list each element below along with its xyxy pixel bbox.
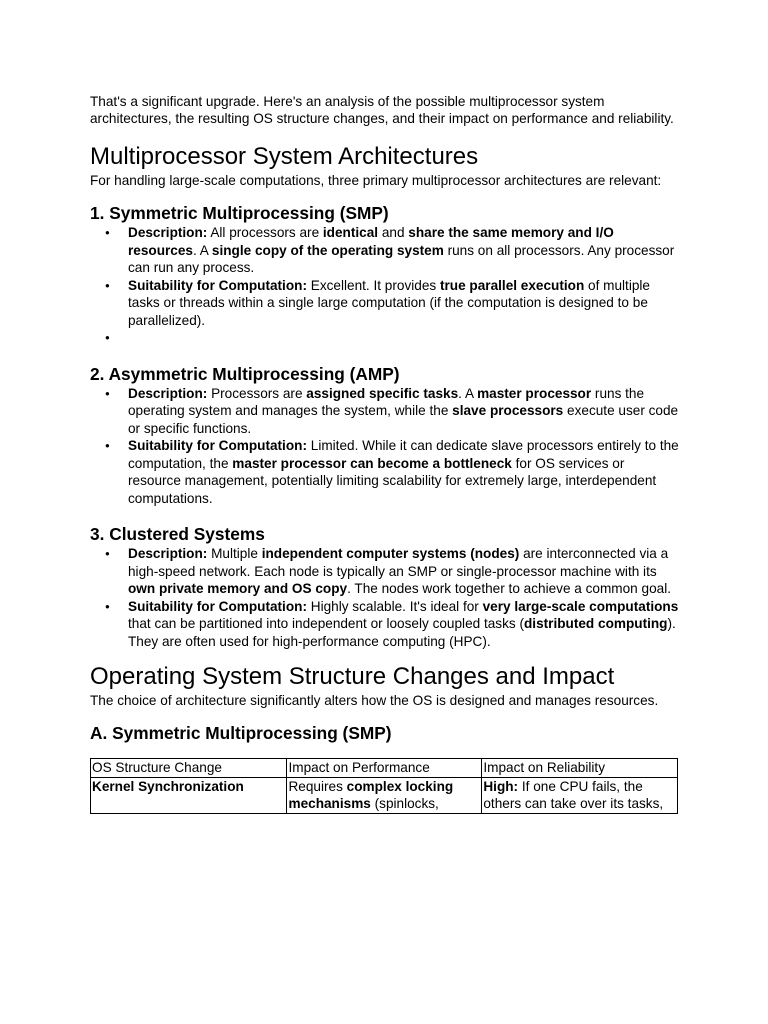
smp-bullet-list: [90, 224, 680, 347]
bold-text: master processor: [477, 385, 592, 401]
smp-impact-table: [90, 758, 678, 814]
clustered-bullet-list: [90, 545, 680, 650]
bold-text: very large-scale computations: [482, 598, 679, 614]
table-cell: [287, 777, 482, 813]
intro-paragraph: That's a significant upgrade. Here's an analysis of the possible multiprocessor system architectures, the resulting OS structure changes, and their impact on performance and reliability.: [90, 94, 674, 126]
table-header-cell: OS Structure Change: [91, 759, 287, 778]
bold-text: identical: [322, 225, 379, 240]
table-cell: [482, 777, 678, 813]
subheading-smp: 1. Symmetric Multiprocessing (SMP): [90, 203, 389, 223]
section-heading-architectures: Multiprocessor System Architectures: [90, 143, 479, 170]
subheading-clustered: 3. Clustered Systems: [90, 524, 265, 544]
text: are interconnected via a high-speed network. Each node is typically an SMP or single-processor machine with its: [128, 546, 669, 579]
empty-list-item: [90, 329, 680, 347]
bold-label: Suitability for Computation:: [128, 277, 307, 293]
bold-text: independent computer systems (nodes): [261, 546, 520, 561]
list-item: [90, 545, 680, 598]
bold-text: true parallel execution: [439, 277, 585, 293]
table-header-cell: Impact on Performance: [287, 759, 482, 778]
text: ). They are often used for high-performance computing (HPC).: [128, 616, 676, 649]
bold-text: single copy of the operating system: [211, 242, 444, 258]
text: Highly scalable. It's ideal for: [306, 598, 483, 614]
text: All processors are: [207, 225, 323, 240]
bold-text: High:: [483, 778, 519, 794]
list-item: [90, 224, 680, 277]
document-content: [90, 93, 680, 814]
text: and: [378, 225, 409, 240]
subheading-smp-impact: A. Symmetric Multiprocessing (SMP): [90, 723, 392, 743]
bold-text: complex locking mechanisms: [288, 778, 454, 811]
text: runs on all processors. Any processor can run any process.: [128, 242, 675, 275]
text: If one CPU fails, the others can take over its tasks,: [483, 778, 664, 811]
bold-text: Kernel Synchronization: [92, 778, 244, 794]
text: Excellent. It provides: [306, 277, 440, 293]
text: . A: [193, 242, 212, 258]
text: Multiple: [207, 546, 262, 561]
text: for OS services or resource management, potentially limiting scalability for extremely large, interdependent computations.: [128, 455, 657, 506]
bold-label: Description:: [128, 385, 208, 401]
bold-label: Suitability for Computation:: [128, 598, 307, 614]
os-structure-intro: The choice of architecture significantly alters how the OS is designed and manages resources.: [90, 693, 659, 708]
list-item: [90, 277, 680, 330]
table-cell: [91, 777, 287, 813]
table-header-cell: Impact on Reliability: [482, 759, 678, 778]
bold-text: master processor can become a bottleneck: [232, 455, 512, 471]
text: Processors are: [207, 385, 307, 401]
bold-text: share the same memory and I/O resources: [128, 225, 614, 258]
text: runs the operating system and manages the system, while the: [128, 385, 645, 418]
bold-text: distributed computing: [524, 616, 668, 631]
text: Requires: [288, 778, 347, 794]
bold-label: Description:: [128, 546, 208, 561]
text: . A: [458, 385, 478, 401]
architectures-intro: For handling large-scale computations, three primary multiprocessor architectures are relevant:: [90, 173, 662, 188]
list-item: [90, 598, 680, 651]
list-item: [90, 437, 680, 507]
text: that can be partitioned into independent or loosely coupled tasks (: [128, 616, 524, 631]
list-item: [90, 385, 680, 438]
text: Limited. While it can dedicate slave processors entirely to the computation, the: [128, 438, 679, 471]
bold-text: assigned specific tasks: [306, 385, 459, 401]
text: of multiple tasks or threads within a single large computation (if the computation is designed to be parallelized).: [128, 277, 650, 328]
table-header-row: [91, 759, 678, 778]
text: . The nodes work together to achieve a common goal.: [347, 581, 671, 596]
bold-text: slave processors: [452, 403, 564, 418]
text: execute user code or specific functions.: [128, 403, 679, 436]
subheading-amp: 2. Asymmetric Multiprocessing (AMP): [90, 363, 400, 384]
bold-label: Description:: [128, 225, 208, 240]
table-row: [91, 777, 678, 813]
amp-bullet-list: [90, 385, 680, 508]
text: (spinlocks,: [370, 796, 439, 811]
bold-label: Suitability for Computation:: [128, 438, 307, 453]
section-heading-os-structure: Operating System Structure Changes and Impact: [90, 663, 615, 690]
bold-text: own private memory and OS copy: [128, 581, 348, 596]
